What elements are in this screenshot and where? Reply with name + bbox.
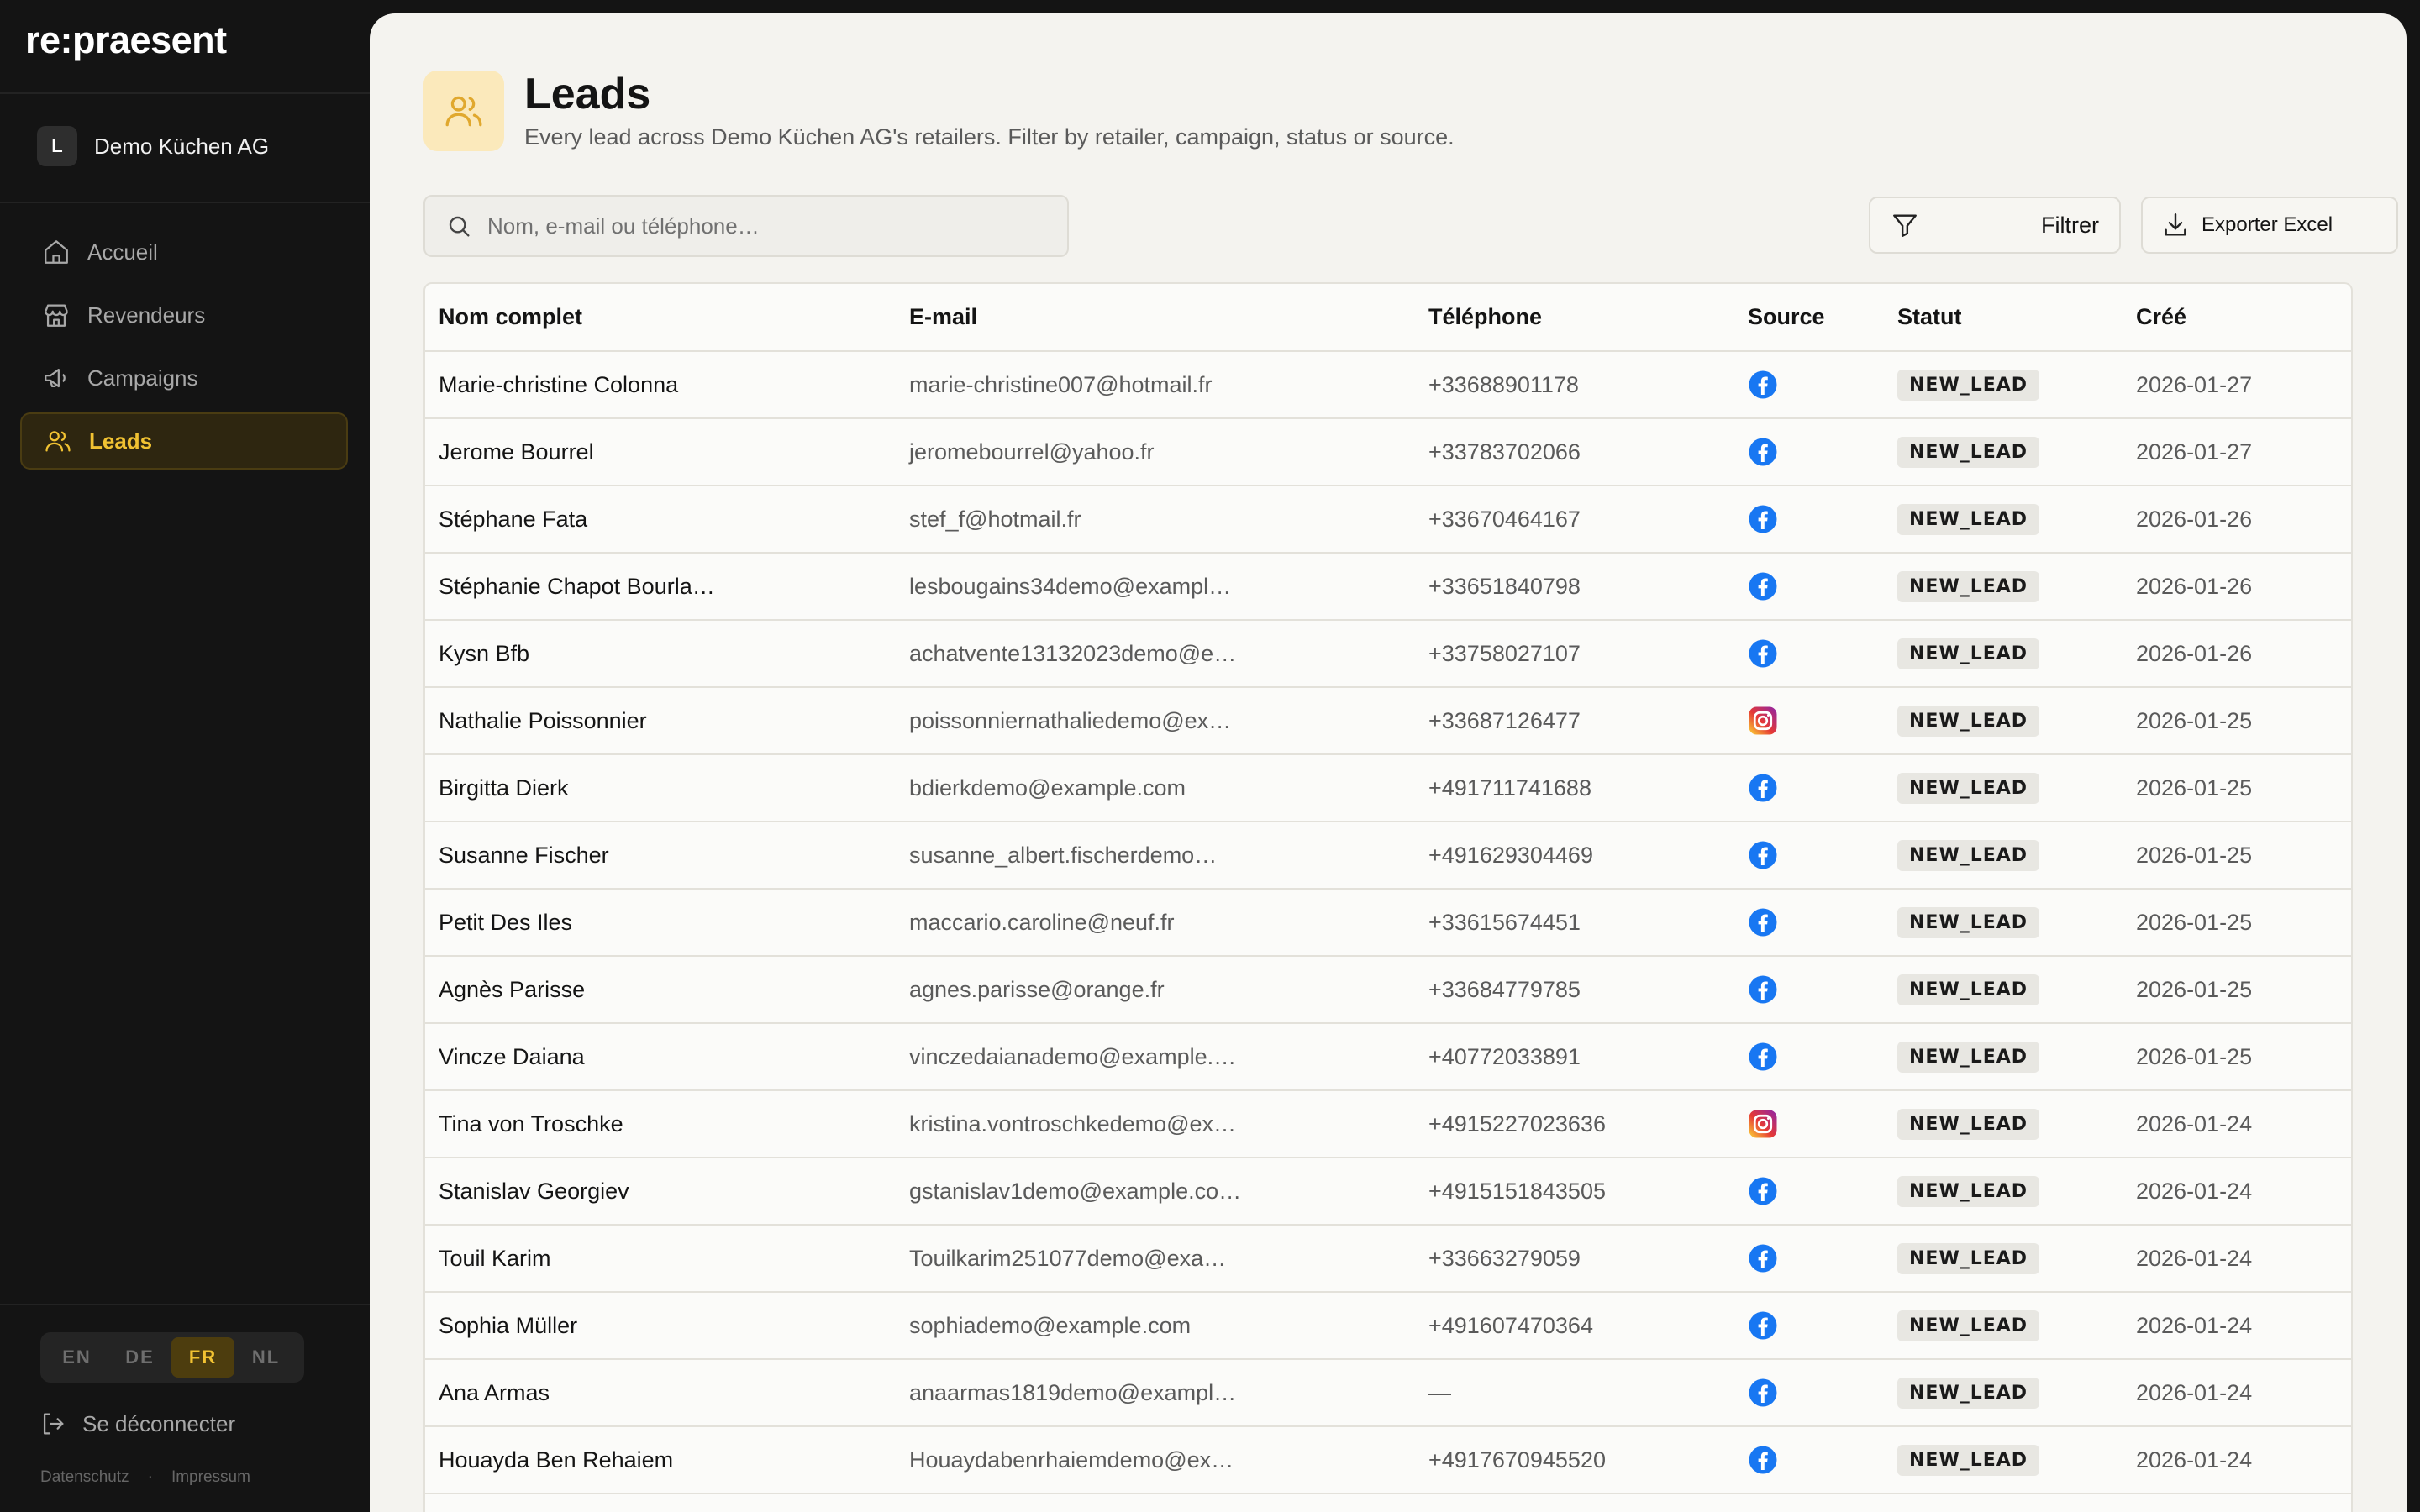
- lead-status: [1884, 754, 2123, 822]
- lead-source: [1734, 553, 1884, 620]
- lead-source: [1734, 1090, 1884, 1158]
- lead-status: [1884, 822, 2123, 889]
- lead-phone: +40772033891: [1415, 1023, 1734, 1090]
- table-row[interactable]: [425, 486, 2353, 553]
- lead-status: [1884, 1023, 2123, 1090]
- lead-email: poissonniernathaliedemo@ex…: [896, 687, 1415, 754]
- facebook-icon: [1748, 773, 1778, 803]
- lead-status: [1884, 1158, 2123, 1225]
- page-icon: [424, 71, 504, 151]
- lead-email: bdierkdemo@example.com: [896, 754, 1415, 822]
- sidebar-item-label: Accueil: [87, 239, 158, 265]
- lead-status: [1884, 1090, 2123, 1158]
- lead-status: [1884, 1225, 2123, 1292]
- megaphone-icon: [42, 364, 71, 392]
- lead-phone: +33651840798: [1415, 553, 1734, 620]
- table-row[interactable]: [425, 754, 2353, 822]
- facebook-icon: [1748, 974, 1778, 1005]
- lead-name: Petit Des Iles: [425, 889, 896, 956]
- main-panel: [370, 13, 2407, 1512]
- facebook-icon: [1748, 1042, 1778, 1072]
- lead-status: [1884, 1359, 2123, 1426]
- home-icon: [42, 238, 71, 266]
- export-label: Exporter Excel: [2202, 213, 2333, 236]
- sidebar-item-label: Campaigns: [87, 365, 198, 391]
- sidebar-item-accueil[interactable]: [20, 223, 348, 281]
- lead-name: Ana Armas: [425, 1359, 896, 1426]
- lead-status: [1884, 956, 2123, 1023]
- lead-status: [1884, 687, 2123, 754]
- facebook-icon: [1748, 370, 1778, 400]
- lead-phone: +491711741688: [1415, 754, 1734, 822]
- status-badge: NEW_LEAD: [1897, 1378, 2039, 1409]
- lead-name: Tina von Troschke: [425, 1090, 896, 1158]
- search-input[interactable]: [487, 213, 1059, 239]
- sidebar-divider: [0, 1304, 370, 1305]
- lead-email: jeromebourrel@yahoo.fr: [896, 418, 1415, 486]
- column-header-phone[interactable]: Téléphone: [1415, 284, 1734, 351]
- lead-phone: +491629304469: [1415, 822, 1734, 889]
- lead-source: [1734, 620, 1884, 687]
- lead-status: [1884, 553, 2123, 620]
- org-switcher[interactable]: [37, 126, 269, 166]
- status-badge: NEW_LEAD: [1897, 907, 2039, 938]
- store-icon: [42, 301, 71, 329]
- lang-fr[interactable]: FR: [171, 1337, 234, 1378]
- lead-phone: +33783702066: [1415, 418, 1734, 486]
- page-title: Leads: [524, 70, 651, 118]
- status-badge: NEW_LEAD: [1897, 1310, 2039, 1341]
- lead-name: Marie-christine Colonna: [425, 351, 896, 418]
- lead-name: Susanne Fischer: [425, 822, 896, 889]
- lead-source: [1734, 687, 1884, 754]
- lead-email: achatvente13132023demo@e…: [896, 620, 1415, 687]
- lead-created: 2026-01-24: [2123, 1359, 2353, 1426]
- imprint-link[interactable]: Impressum: [171, 1468, 250, 1486]
- table-row[interactable]: [425, 956, 2353, 1023]
- users-icon: [44, 427, 72, 455]
- lead-created: 2026-01-25: [2123, 754, 2353, 822]
- table-row[interactable]: [425, 553, 2353, 620]
- lead-created: 2026-01-27: [2123, 351, 2353, 418]
- status-badge: NEW_LEAD: [1897, 437, 2039, 468]
- status-badge: NEW_LEAD: [1897, 974, 2039, 1005]
- lead-created: 2026-01-25: [2123, 822, 2353, 889]
- lead-created: 2026-01-24: [2123, 1158, 2353, 1225]
- instagram-icon: [1748, 706, 1778, 736]
- lead-phone: +33758027107: [1415, 620, 1734, 687]
- table-row[interactable]: [425, 1023, 2353, 1090]
- table-row[interactable]: [425, 418, 2353, 486]
- column-header-source[interactable]: Source: [1734, 284, 1884, 351]
- lead-email: marie-christine007@hotmail.fr: [896, 351, 1415, 418]
- lead-phone: +33663279059: [1415, 1225, 1734, 1292]
- lead-source: [1734, 956, 1884, 1023]
- lead-status: [1884, 351, 2123, 418]
- column-header-created[interactable]: Créé: [2123, 284, 2353, 351]
- lead-source: [1734, 1292, 1884, 1359]
- lead-phone: +33684779785: [1415, 956, 1734, 1023]
- lead-phone: +33688901178: [1415, 351, 1734, 418]
- table-row[interactable]: [425, 1426, 2353, 1494]
- lang-de[interactable]: DE: [125, 1347, 155, 1368]
- table-row[interactable]: [425, 687, 2353, 754]
- lead-source: [1734, 418, 1884, 486]
- search-icon: [445, 213, 472, 239]
- lead-name: Jerome Bourrel: [425, 418, 896, 486]
- lang-en[interactable]: EN: [62, 1347, 92, 1368]
- lead-name: Agnès Parisse: [425, 956, 896, 1023]
- lead-name: Stanislav Georgiev: [425, 1158, 896, 1225]
- lead-email: Touilkarim251077demo@exa…: [896, 1225, 1415, 1292]
- status-badge: NEW_LEAD: [1897, 370, 2039, 401]
- app-logo[interactable]: re:praesent: [25, 18, 227, 61]
- status-badge: NEW_LEAD: [1897, 773, 2039, 804]
- table-row[interactable]: [425, 889, 2353, 956]
- lead-status: [1884, 889, 2123, 956]
- lead-email: stef_f@hotmail.fr: [896, 486, 1415, 553]
- lead-name: Touil Karim: [425, 1225, 896, 1292]
- lead-status: [1884, 418, 2123, 486]
- lead-name: Kysn Bfb: [425, 620, 896, 687]
- leads-table: [424, 282, 2353, 1512]
- lead-phone: +33670464167: [1415, 486, 1734, 553]
- lead-phone: —: [1415, 1359, 1734, 1426]
- lead-status: [1884, 1292, 2123, 1359]
- table-row[interactable]: [425, 1359, 2353, 1426]
- lang-nl[interactable]: NL: [251, 1347, 281, 1368]
- facebook-icon: [1748, 504, 1778, 534]
- lead-name: Houayda Ben Rehaiem: [425, 1426, 896, 1494]
- status-badge: NEW_LEAD: [1897, 706, 2039, 737]
- lead-phone: +4915227023636: [1415, 1090, 1734, 1158]
- lead-created: 2026-01-26: [2123, 553, 2353, 620]
- sidebar-item-campaigns[interactable]: [20, 349, 348, 407]
- logout-button[interactable]: [39, 1410, 235, 1438]
- filter-label: Filtrer: [2041, 212, 2099, 238]
- facebook-icon: [1748, 1445, 1778, 1475]
- lead-source: [1734, 486, 1884, 553]
- status-badge: NEW_LEAD: [1897, 504, 2039, 535]
- table-row[interactable]: [425, 822, 2353, 889]
- sidebar-divider: [0, 202, 370, 203]
- lead-name: Stéphane Fata: [425, 486, 896, 553]
- lead-email: vinczedaianademo@example.…: [896, 1023, 1415, 1090]
- lead-email: lesbougains34demo@exampl…: [896, 553, 1415, 620]
- lead-created: 2026-01-27: [2123, 418, 2353, 486]
- facebook-icon: [1748, 907, 1778, 937]
- status-badge: NEW_LEAD: [1897, 840, 2039, 871]
- status-badge: NEW_LEAD: [1897, 571, 2039, 602]
- org-avatar: L: [37, 126, 77, 166]
- table-header-row: [425, 284, 2353, 351]
- logout-icon: [39, 1410, 67, 1438]
- lead-source: [1734, 1158, 1884, 1225]
- sidebar-divider: [0, 92, 370, 94]
- footer-separator: ·: [147, 1468, 153, 1486]
- lead-phone: +33687126477: [1415, 687, 1734, 754]
- sidebar-item-leads[interactable]: [20, 412, 348, 470]
- lead-created: 2026-01-25: [2123, 956, 2353, 1023]
- lead-phone: +33615674451: [1415, 889, 1734, 956]
- sidebar-item-label: Revendeurs: [87, 302, 206, 328]
- instagram-icon: [1748, 1109, 1778, 1139]
- filter-button[interactable]: [1869, 197, 2121, 254]
- lead-created: 2026-01-25: [2123, 889, 2353, 956]
- lead-source: [1734, 822, 1884, 889]
- lead-source: [1734, 1225, 1884, 1292]
- status-badge: NEW_LEAD: [1897, 1445, 2039, 1476]
- lead-name: Vincze Daiana: [425, 1023, 896, 1090]
- org-name: Demo Küchen AG: [94, 133, 270, 159]
- sidebar-item-revendeurs[interactable]: [20, 286, 348, 344]
- lead-created: 2026-01-24: [2123, 1090, 2353, 1158]
- lead-email: susanne_albert.fischerdemo…: [896, 822, 1415, 889]
- lead-phone: +491607470364: [1415, 1292, 1734, 1359]
- footer-links: [40, 1468, 250, 1487]
- lead-email: kristina.vontroschkedemo@ex…: [896, 1090, 1415, 1158]
- status-badge: NEW_LEAD: [1897, 1042, 2039, 1073]
- lead-created: 2026-01-24: [2123, 1225, 2353, 1292]
- lead-phone: +4917670945520: [1415, 1426, 1734, 1494]
- search-box: [424, 195, 1069, 257]
- table-row[interactable]: [425, 1158, 2353, 1225]
- logout-label: Se déconnecter: [82, 1410, 236, 1436]
- sidebar-item-label: Leads: [89, 428, 153, 454]
- lead-status: [1884, 1426, 2123, 1494]
- column-header-name[interactable]: Nom complet: [425, 284, 896, 351]
- facebook-icon: [1748, 571, 1778, 601]
- lead-source: [1734, 889, 1884, 956]
- table-row[interactable]: [425, 620, 2353, 687]
- lead-email: sophiademo@example.com: [896, 1292, 1415, 1359]
- facebook-icon: [1748, 1243, 1778, 1273]
- table-row[interactable]: [425, 351, 2353, 418]
- lead-source: [1734, 1359, 1884, 1426]
- lead-status: [1884, 486, 2123, 553]
- lead-created: 2026-01-24: [2123, 1426, 2353, 1494]
- facebook-icon: [1748, 1176, 1778, 1206]
- lead-name: Birgitta Dierk: [425, 754, 896, 822]
- facebook-icon: [1748, 1378, 1778, 1408]
- table-row[interactable]: [425, 1090, 2353, 1158]
- status-badge: NEW_LEAD: [1897, 1109, 2039, 1140]
- facebook-icon: [1748, 638, 1778, 669]
- lead-created: 2026-01-26: [2123, 486, 2353, 553]
- users-icon: [443, 90, 485, 132]
- lead-name: Nathalie Poissonnier: [425, 687, 896, 754]
- lead-source: [1734, 1426, 1884, 1494]
- lead-created: 2026-01-25: [2123, 687, 2353, 754]
- lead-created: 2026-01-24: [2123, 1292, 2353, 1359]
- column-header-status[interactable]: Statut: [1884, 284, 2123, 351]
- lead-email: maccario.caroline@neuf.fr: [896, 889, 1415, 956]
- filter-icon: [1891, 211, 1919, 239]
- sidebar: [0, 0, 370, 1512]
- lead-email: Houaydabenrhaiemdemo@ex…: [896, 1426, 1415, 1494]
- privacy-link[interactable]: Datenschutz: [40, 1468, 129, 1486]
- status-badge: NEW_LEAD: [1897, 1176, 2039, 1207]
- status-badge: NEW_LEAD: [1897, 1243, 2039, 1274]
- lead-email: gstanislav1demo@example.co…: [896, 1158, 1415, 1225]
- facebook-icon: [1748, 437, 1778, 467]
- download-icon: [2161, 211, 2190, 239]
- facebook-icon: [1748, 1310, 1778, 1341]
- lead-created: 2026-01-26: [2123, 620, 2353, 687]
- table-row[interactable]: [425, 1292, 2353, 1359]
- lead-email: anaarmas1819demo@exampl…: [896, 1359, 1415, 1426]
- lead-source: [1734, 754, 1884, 822]
- lead-name: Stéphanie Chapot Bourla…: [425, 553, 896, 620]
- lead-email: agnes.parisse@orange.fr: [896, 956, 1415, 1023]
- language-switcher: [40, 1332, 304, 1383]
- lead-created: 2026-01-25: [2123, 1023, 2353, 1090]
- column-header-email[interactable]: E-mail: [896, 284, 1415, 351]
- lead-phone: +4915151843505: [1415, 1158, 1734, 1225]
- table-row[interactable]: [425, 1225, 2353, 1292]
- lead-status: [1884, 620, 2123, 687]
- facebook-icon: [1748, 840, 1778, 870]
- lead-name: Sophia Müller: [425, 1292, 896, 1359]
- page-subtitle: Every lead across Demo Küchen AG's retailers. Filter by retailer, campaign, status or source.: [524, 124, 1455, 150]
- lead-source: [1734, 351, 1884, 418]
- status-badge: NEW_LEAD: [1897, 638, 2039, 669]
- export-excel-button[interactable]: [2141, 197, 2398, 254]
- lead-source: [1734, 1023, 1884, 1090]
- sidebar-nav: [20, 223, 348, 475]
